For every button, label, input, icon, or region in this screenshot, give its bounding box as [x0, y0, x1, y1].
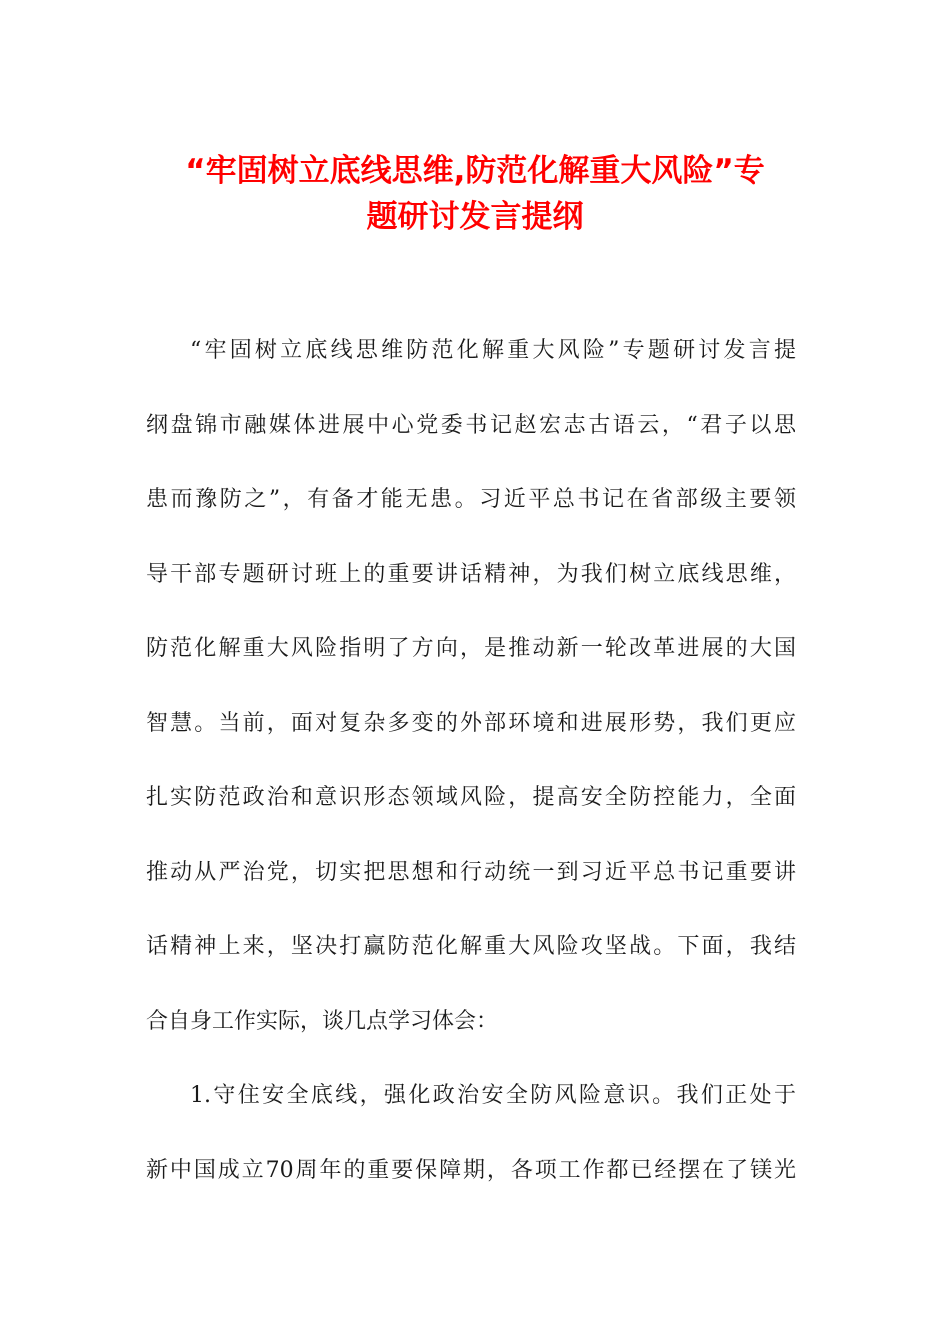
- title-line-1: “牢固树立底线思维,防范化解重大风险”专: [185, 153, 765, 189]
- paragraph-1-line-7: 扎实防范政治和意识形态领域风险，提高安全防控能力，全面: [146, 785, 796, 810]
- paragraph-1-line-8: 推动从严治党，切实把思想和行动统一到习近平总书记重要讲: [146, 859, 796, 885]
- title-line-2: 题研讨发言提纲: [366, 199, 584, 235]
- paragraph-1-line-9: 话精神上来，坚决打赢防范化解重大风险攻坚战。下面，我结: [146, 934, 796, 959]
- paragraph-1-line-6: 智慧。当前，面对复杂多变的外部环境和进展形势，我们更应: [146, 710, 796, 736]
- paragraph-1-line-5: 防范化解重大风险指明了方向，是推动新一轮改革进展的大国: [146, 636, 796, 661]
- paragraph-1-line-1: “牢固树立底线思维防范化解重大风险”专题研讨发言提: [190, 338, 796, 363]
- paragraph-1-line-4: 导干部专题研讨班上的重要讲话精神，为我们树立底线思维，: [146, 561, 796, 587]
- paragraph-2-line-1: 1.守住安全底线，强化政治安全防风险意识。我们正处于: [190, 1083, 796, 1108]
- paragraph-1-line-2: 纲盘锦市融媒体进展中心党委书记赵宏志古语云，“君子以思: [146, 412, 796, 438]
- paragraph-1-line-10: 合自身工作实际，谈几点学习体会：: [146, 1008, 499, 1034]
- document-title: [140, 148, 810, 240]
- document-body: [146, 326, 796, 1220]
- paragraph-2-line-2: 新中国成立70周年的重要保障期，各项工作都已经摆在了镁光: [146, 1157, 796, 1183]
- paragraph-1-line-3: 患而豫防之”，有备才能无患。习近平总书记在省部级主要领: [146, 487, 796, 512]
